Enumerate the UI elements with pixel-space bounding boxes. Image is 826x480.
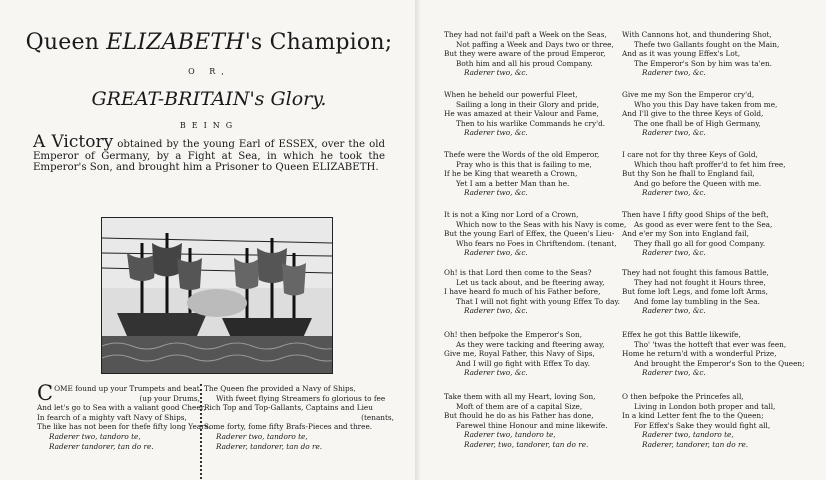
- verse-line: Which thou haft proffer'd to fet him free,: [634, 159, 786, 169]
- refrain-line: Raderer two, tandoro te,: [216, 431, 308, 441]
- refrain-line: Raderer two, &c.: [642, 188, 706, 198]
- verse-line: Thefe were the Words of the old Emperor,: [444, 150, 600, 159]
- refrain-line: Raderer, two, tandorer, tan do re.: [464, 439, 589, 449]
- verse-line: Take them with all my Heart, loving Son,: [444, 392, 596, 401]
- verse-line: Yet I am a better Man than he.: [456, 178, 570, 188]
- verse-line: Living in London both proper and tall,: [634, 401, 776, 411]
- stanza: [622, 268, 769, 316]
- verse-line: And fome lay tumbling in the Sea.: [634, 296, 760, 306]
- verse-line: But they were aware of the proud Emperor,: [444, 49, 606, 59]
- verse-line: Give me, Royal Father, this Navy of Sips,: [444, 349, 595, 359]
- refrain-line: Raderer two, &c.: [464, 128, 528, 138]
- verse-line: And I will go fight with Effex To day.: [456, 358, 590, 368]
- refrain-line: Raderer two, tandoro te,: [464, 430, 556, 440]
- refrain-line: Raderer two, tandoro te,: [49, 431, 141, 441]
- refrain-line: Raderer two, &c.: [642, 128, 706, 138]
- refrain-line: Raderer, tandorer, tan do re.: [642, 439, 749, 449]
- stanza: [622, 90, 777, 138]
- refrain-line: Raderer two, &c.: [642, 306, 706, 316]
- verse-line: It is not a King nor Lord of a Crown,: [444, 210, 579, 219]
- or-line: O R,: [188, 67, 230, 76]
- verse-line: (up your Drums,: [139, 393, 200, 403]
- stanza: [622, 392, 775, 450]
- stanza: [444, 330, 604, 378]
- title-part: Queen: [25, 30, 107, 55]
- refrain-line: Raderer two, tandoro te,: [642, 430, 734, 440]
- verse-line: Some forty, fome fifty Brafs-Pieces and three.: [204, 422, 373, 432]
- verse-line: Effex he got this Battle likewife,: [622, 330, 741, 339]
- verse-line: That I will not fight with young Effex To day.: [456, 296, 620, 306]
- refrain-line: Raderer two, &c.: [464, 248, 528, 258]
- verse-line: Which now to the Seas with his Navy is come,: [456, 219, 627, 229]
- verse-line: OME found up your Trumpets and beat: [54, 384, 200, 393]
- stanza: [622, 150, 786, 198]
- verse-line: Rich Top and Top-Gallants, Captains and Lieu: [204, 403, 373, 413]
- verse-line: Thefe two Gallants fought on the Main,: [634, 39, 780, 49]
- verse-line: They had not fought this famous Battle,: [622, 268, 769, 277]
- verse-line: They fhall go all for good Company.: [634, 238, 766, 248]
- verse-line: The like has not been for thefe fifty long Years.: [37, 422, 211, 432]
- stanza: [444, 392, 608, 450]
- verse-line: Oh! is that Lord then come to the Seas?: [444, 268, 592, 277]
- verse-line: If he be King that weareth a Crown,: [444, 169, 578, 179]
- verse-line: And I'll give to the three Keys of Gold,: [622, 109, 764, 119]
- verse-line: With fweet flying Streamers fo glorious to fee: [216, 393, 386, 403]
- verse-line: Who you this Day have taken from me,: [634, 99, 778, 109]
- verse-line: He was amazed at their Valour and Fame,: [444, 109, 599, 119]
- verse-line: Let us tack about, and be fteering away,: [456, 277, 605, 287]
- verse-line: And let's go to Sea with a valiant good Cheer,: [37, 403, 206, 413]
- title-part: 's Champion;: [244, 30, 393, 55]
- verse-line: I care not for thy three Keys of Gold,: [622, 150, 758, 159]
- verse-line: Give me my Son the Emperor cry'd,: [622, 90, 755, 99]
- title-italic: ELIZABETH: [106, 30, 245, 55]
- verse-line: As good as ever were fent to the Sea,: [634, 219, 773, 229]
- verse-line: Both him and all his proud Company.: [456, 58, 593, 68]
- verse-line: (tenants,: [361, 412, 394, 422]
- verse-line: When he beheld our powerful Fleet,: [444, 90, 578, 99]
- verse-line: O then befpoke the Princefes all,: [622, 392, 744, 401]
- verse-line: Not paffing a Week and Days two or three,: [456, 39, 614, 49]
- verse-line: I have heard fo much of his Father before,: [444, 287, 601, 297]
- verse-column-2: [204, 384, 394, 451]
- stanza: [444, 210, 626, 258]
- verse-line: Oh! then befpoke the Emperor's Son,: [444, 330, 583, 339]
- stanza: [622, 330, 805, 378]
- verse-line: They had not fought it Hours three,: [634, 277, 766, 287]
- stanza: [622, 30, 779, 78]
- verse-line: And brought the Emperor's Son to the Queen;: [634, 358, 805, 368]
- ship-woodcut-image: [101, 217, 333, 374]
- verse-line: But fhould he do as his Father has done,: [444, 411, 594, 421]
- being-line: BEING: [179, 121, 239, 130]
- verse-line: They had not fail'd paft a Week on the Seas,: [444, 30, 607, 39]
- verse-line: But fome loft Legs, and fome loft Arms,: [622, 287, 768, 297]
- verse-line: And e'er my Son into England fail,: [622, 229, 749, 239]
- refrain-line: Raderer two, &c.: [464, 188, 528, 198]
- page-title: [0, 30, 418, 55]
- refrain-line: Raderer two, &c.: [464, 306, 528, 316]
- verse-line: Pray who is this that is failing to me,: [456, 159, 592, 169]
- verse-line: For Effex's Sake they would fight all,: [634, 420, 771, 430]
- verse-line: In fearch of a mighty vaft Navy of Ships,: [37, 412, 187, 422]
- verse-line: Sailing a long in their Glory and pride,: [456, 99, 599, 109]
- refrain-line: Raderer two, &c.: [642, 248, 706, 258]
- verse-line: Home he return'd with a wonderful Prize,: [622, 349, 777, 359]
- verse-line: Tho' 'twas the hotteft that ever was feen,: [634, 339, 787, 349]
- verse-line: In a kind Letter fent fhe to the Queen;: [622, 411, 764, 421]
- verse-line: But thy Son he fhall to England fail,: [622, 169, 755, 179]
- stanza: [444, 268, 620, 316]
- stanza: [622, 210, 772, 258]
- description: [33, 132, 385, 174]
- subtitle: GREAT-BRITAIN's Glory.: [91, 88, 327, 110]
- verse-line: But the young Earl of Effex, the Queen's Lieu-: [444, 229, 615, 239]
- stanza: [444, 30, 614, 78]
- refrain-line: Raderer two, &c.: [642, 68, 706, 78]
- verse-line: Who fears no Foes in Chriftendom. (tenant,: [456, 238, 617, 248]
- drop-cap: C: [37, 381, 54, 405]
- verse-line: The Queen fhe provided a Navy of Ships,: [204, 384, 356, 393]
- description-lead: A Victory: [33, 132, 114, 152]
- refrain-line: Raderer two, &c.: [464, 68, 528, 78]
- stanza: [444, 90, 605, 138]
- verse-line: And as it was young Effex's Lot,: [622, 49, 741, 59]
- verse-line: The one fhall be of High Germany,: [634, 118, 761, 128]
- verse-line: And go before the Queen with me.: [634, 178, 762, 188]
- verse-line: The Emperor's Son by him was ta'en.: [634, 58, 772, 68]
- description-text: obtained by the young Earl of ESSEX, over the old Emperor of Germany, by a Fight at Sea, in which he took the Emperor's Son, and brought him a Prisoner to Queen ELIZABETH.: [33, 139, 385, 173]
- verse-line: Then to his warlike Commands he cry'd.: [456, 118, 606, 128]
- refrain-line: Raderer two, &c.: [642, 368, 706, 378]
- refrain-line: Raderer two, &c.: [464, 368, 528, 378]
- stanza: [444, 150, 599, 198]
- verse-line: Moft of them are of a capital Size,: [456, 401, 583, 411]
- verse-line: With Cannons hot, and thundering Shot,: [622, 30, 772, 39]
- verse-column-1: [37, 381, 211, 451]
- verse-line: Then have I fifty good Ships of the beft,: [622, 210, 769, 219]
- verse-line: Farewel thine Honour and mine likewife.: [456, 420, 608, 430]
- refrain-line: Raderer, tandorer, tan do re.: [216, 441, 323, 451]
- refrain-line: Raderer tandorer, tan do re.: [49, 441, 154, 451]
- verse-line: As they were tacking and fteering away,: [456, 339, 605, 349]
